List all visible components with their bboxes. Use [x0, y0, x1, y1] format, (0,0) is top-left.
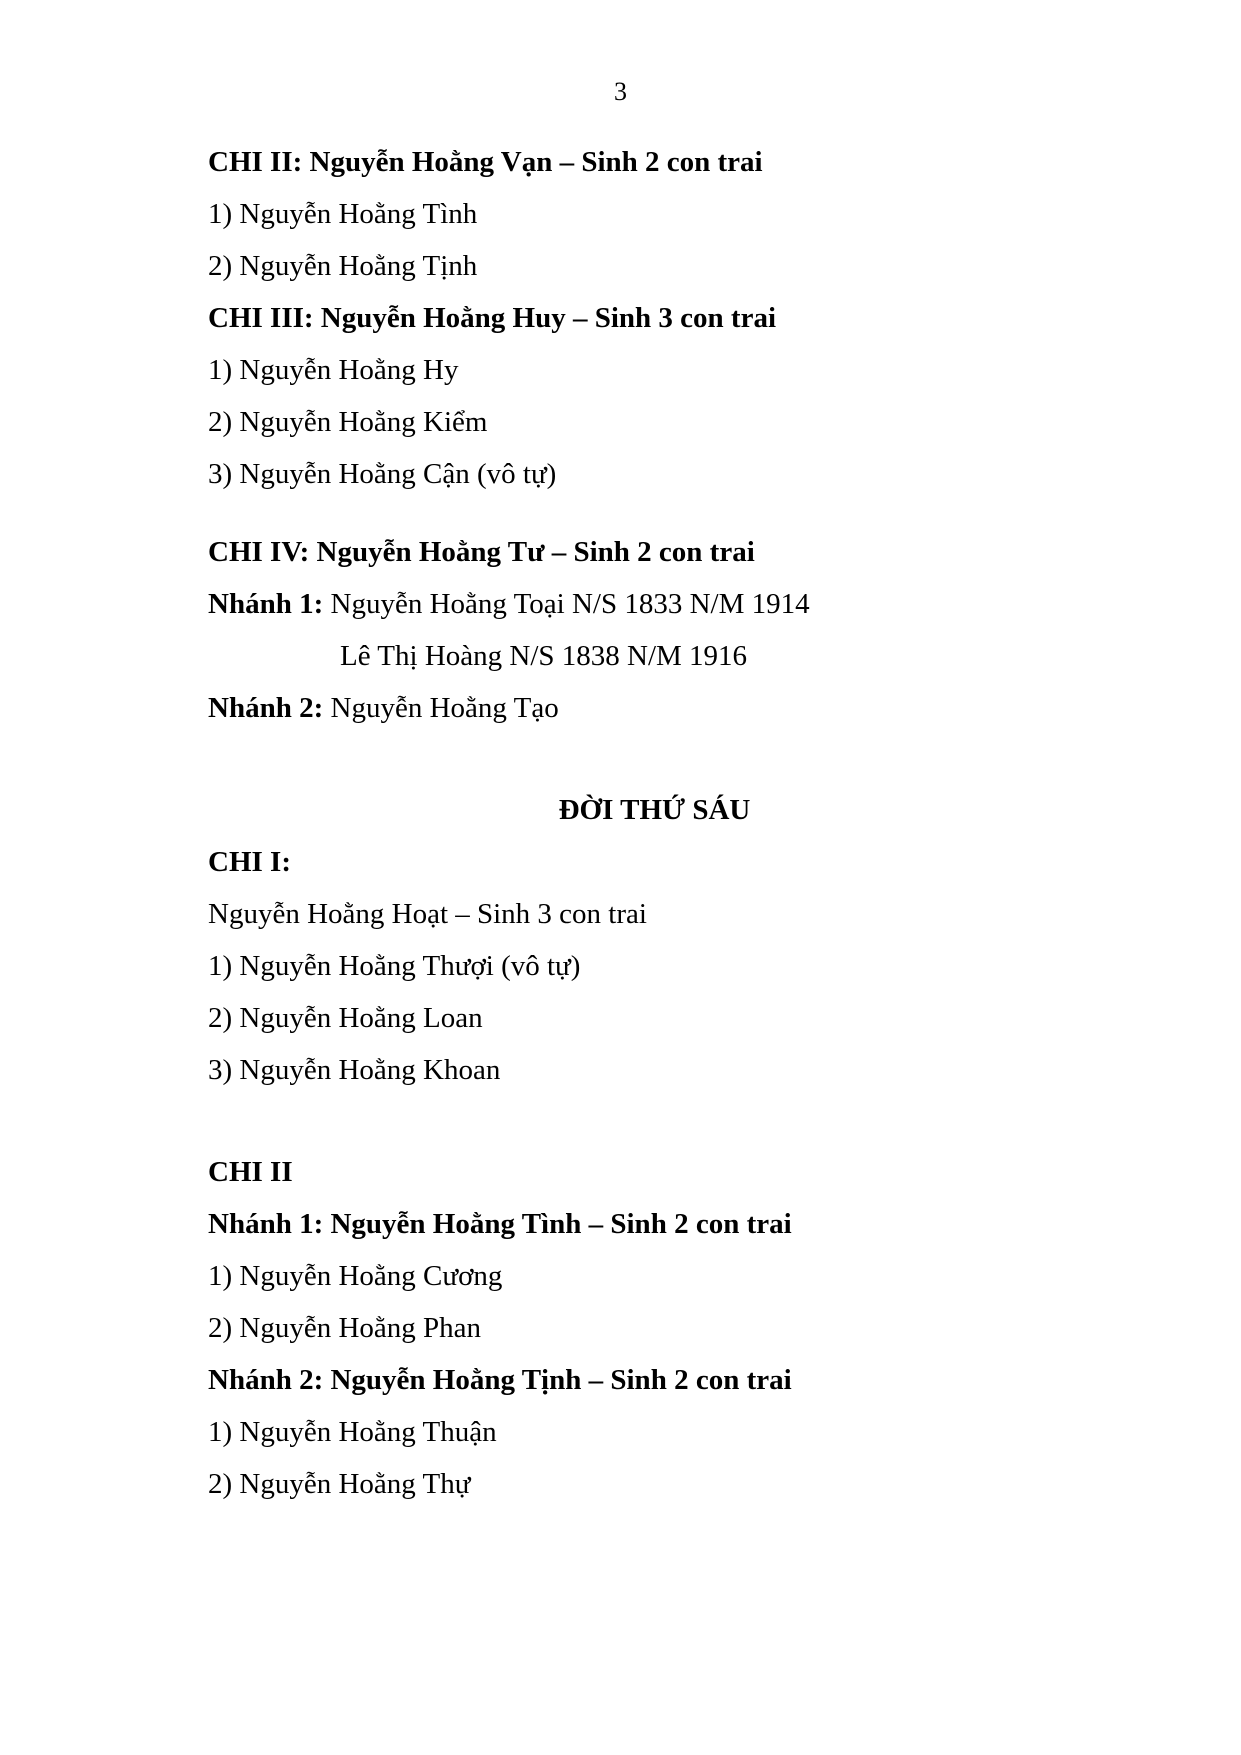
chi4-heading: CHI IV: Nguyễn Hoằng Tư – Sinh 2 con trai	[208, 536, 755, 568]
branch-text: Nguyễn Hoằng Toại N/S 1833 N/M 1914	[323, 588, 810, 620]
list-item: 2) Nguyễn Hoằng Thự	[208, 1468, 471, 1500]
chi4-branch2	[208, 690, 559, 726]
chi2-heading-gen6: CHI II	[208, 1156, 293, 1188]
list-item: 2) Nguyễn Hoằng Phan	[208, 1312, 482, 1344]
chi4-branch1	[208, 586, 810, 622]
list-item: 2) Nguyễn Hoằng Kiểm	[208, 406, 488, 438]
chi4-branch1-spouse: Lê Thị Hoàng N/S 1838 N/M 1916	[340, 640, 748, 672]
branch-label: Nhánh 2:	[208, 692, 324, 724]
list-item: 2) Nguyễn Hoằng Tịnh	[208, 250, 478, 282]
section-title: ĐỜI THỨ SÁU	[558, 794, 751, 826]
chi3-heading: CHI III: Nguyễn Hoằng Huy – Sinh 3 con trai	[208, 302, 777, 334]
list-item: 1) Nguyễn Hoằng Cương	[208, 1260, 503, 1292]
branch-text: Nguyễn Hoằng Tạo	[323, 692, 559, 724]
list-item: 1) Nguyễn Hoằng Hy	[208, 354, 459, 386]
branch1-heading: Nhánh 1: Nguyễn Hoằng Tình – Sinh 2 con trai	[208, 1208, 792, 1240]
chi2-heading: CHI II: Nguyễn Hoằng Vạn – Sinh 2 con trai	[208, 146, 763, 178]
list-item: 3) Nguyễn Hoằng Khoan	[208, 1054, 501, 1086]
page-number: 3	[614, 77, 627, 106]
chi1-father: Nguyễn Hoằng Hoạt – Sinh 3 con trai	[208, 898, 647, 930]
branch-label: Nhánh 1:	[208, 588, 324, 620]
branch2-heading: Nhánh 2: Nguyễn Hoằng Tịnh – Sinh 2 con trai	[208, 1364, 792, 1396]
chi1-heading: CHI I:	[208, 846, 291, 878]
list-item: 1) Nguyễn Hoằng Thuận	[208, 1416, 497, 1448]
list-item: 1) Nguyễn Hoằng Thượi (vô tự)	[208, 950, 581, 982]
list-item: 2) Nguyễn Hoằng Loan	[208, 1002, 483, 1034]
list-item: 1) Nguyễn Hoằng Tình	[208, 198, 478, 230]
list-item: 3) Nguyễn Hoằng Cận (vô tự)	[208, 458, 557, 490]
